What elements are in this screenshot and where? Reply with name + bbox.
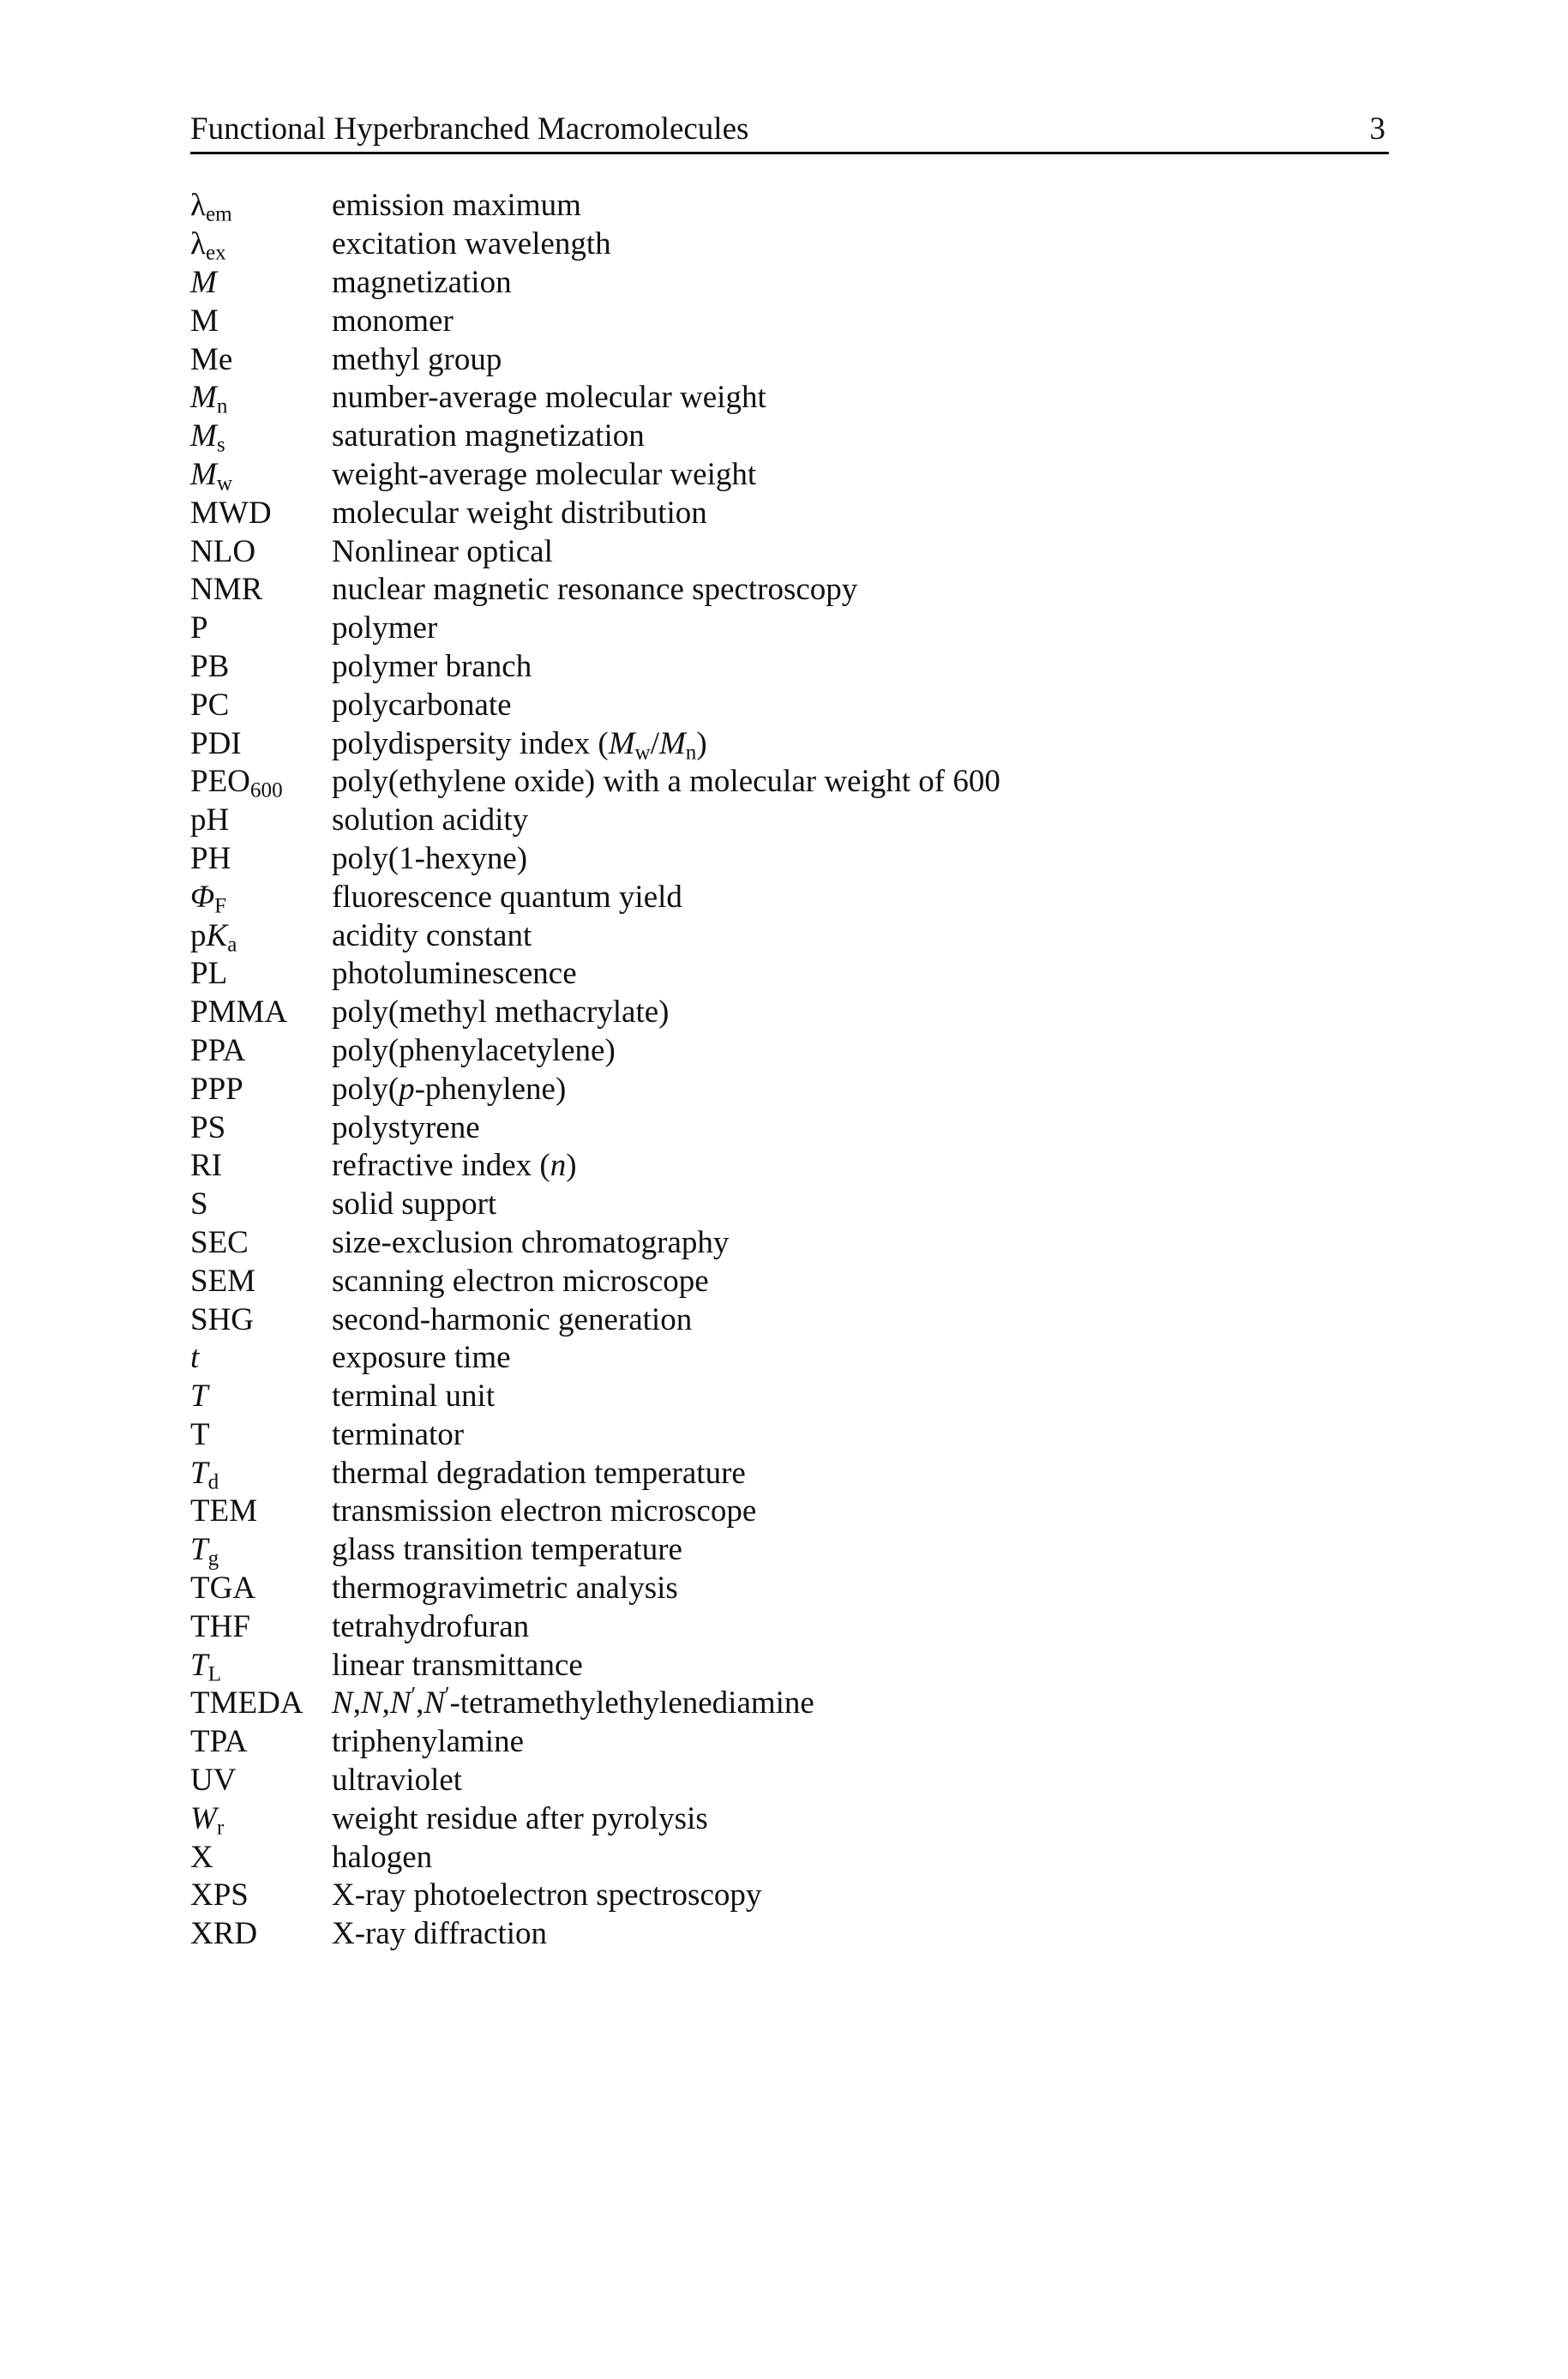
page-number: 3 [1369, 111, 1385, 147]
abbreviation-term [190, 1723, 332, 1761]
abbreviation-term [190, 725, 332, 763]
text-segment: halogen [332, 1839, 433, 1875]
text-segment: T [190, 1416, 210, 1452]
abbreviation-term [190, 840, 332, 878]
abbreviation-term [190, 1147, 332, 1185]
abbreviation-row [190, 1147, 1389, 1186]
text-segment: NMR [190, 572, 263, 608]
abbreviation-definition [332, 994, 1389, 1031]
abbreviation-term [190, 1416, 332, 1454]
abbreviation-row [190, 1762, 1389, 1800]
text-segment: TMEDA [190, 1685, 303, 1721]
text-segment: scanning electron microscope [332, 1263, 709, 1299]
abbreviation-term [190, 687, 332, 724]
abbreviation-term [190, 1378, 332, 1415]
text-segment: molecular weight distribution [332, 495, 707, 531]
abbreviation-list [190, 187, 1389, 1954]
text-segment: nuclear magnetic resonance spectroscopy [332, 572, 858, 608]
abbreviation-definition [332, 1109, 1389, 1147]
abbreviation-definition [332, 1416, 1389, 1454]
text-segment: N [389, 1685, 412, 1721]
text-segment: linear transmittance [332, 1647, 583, 1683]
abbreviation-row [190, 648, 1389, 687]
abbreviation-row [190, 494, 1389, 532]
text-segment: M [190, 418, 217, 454]
text-segment: p [190, 917, 207, 953]
text-segment: thermal degradation temperature [332, 1455, 746, 1491]
abbreviation-row [190, 571, 1389, 610]
text-segment: acidity constant [332, 917, 532, 953]
abbreviation-term [190, 1493, 332, 1530]
abbreviation-definition [332, 379, 1389, 417]
text-segment: refractive index ( [332, 1148, 550, 1184]
text-segment: n [685, 740, 697, 764]
text-segment: poly( [332, 1071, 400, 1107]
text-segment: XPS [190, 1877, 249, 1913]
text-segment: λ [190, 188, 206, 224]
abbreviation-definition [332, 1263, 1389, 1301]
abbreviation-definition [332, 1531, 1389, 1569]
abbreviation-row [190, 187, 1389, 225]
abbreviation-definition [332, 303, 1389, 340]
text-segment: terminator [332, 1416, 465, 1452]
abbreviation-term [190, 1071, 332, 1108]
abbreviation-row [190, 1416, 1389, 1455]
abbreviation-term [190, 1263, 332, 1301]
abbreviation-row [190, 1570, 1389, 1608]
text-segment: polymer [332, 610, 438, 646]
abbreviation-row [190, 916, 1389, 955]
text-segment: UV [190, 1763, 237, 1799]
text-segment: TGA [190, 1571, 256, 1607]
abbreviation-definition [332, 1608, 1389, 1646]
text-segment: solid support [332, 1186, 497, 1223]
text-segment: RI [190, 1148, 222, 1184]
abbreviation-row [190, 379, 1389, 418]
abbreviation-term [190, 879, 332, 916]
text-segment: n [216, 394, 228, 418]
text-segment: tetrahydrofuran [332, 1608, 530, 1644]
text-segment: pH [190, 802, 230, 838]
abbreviation-row [190, 1915, 1389, 1954]
text-segment: M [190, 264, 217, 300]
abbreviation-term [190, 1800, 332, 1838]
text-segment: ) [696, 725, 707, 761]
abbreviation-row [190, 456, 1389, 495]
text-segment: solution acidity [332, 802, 529, 838]
abbreviation-term [190, 1186, 332, 1223]
abbreviation-row [190, 955, 1389, 994]
text-segment: NLO [190, 533, 256, 569]
text-segment: weight-average molecular weight [332, 456, 757, 492]
abbreviation-term [190, 303, 332, 340]
abbreviation-definition [332, 456, 1389, 494]
abbreviation-definition [332, 955, 1389, 993]
abbreviation-definition [332, 1877, 1389, 1914]
abbreviation-term [190, 1301, 332, 1339]
abbreviation-definition [332, 1762, 1389, 1799]
text-segment: p [399, 1071, 415, 1107]
text-segment: PEO [190, 764, 250, 800]
abbreviation-term [190, 917, 332, 955]
abbreviation-definition [332, 1224, 1389, 1262]
text-segment: fluorescence quantum yield [332, 879, 682, 915]
text-segment: ultraviolet [332, 1763, 463, 1799]
abbreviation-definition [332, 725, 1389, 763]
abbreviation-definition [332, 1378, 1389, 1415]
abbreviation-term [190, 264, 332, 302]
text-segment: F [214, 894, 227, 918]
abbreviation-term [190, 1685, 332, 1722]
abbreviation-row [190, 1339, 1389, 1378]
abbreviation-definition [332, 1455, 1389, 1493]
text-segment: X-ray diffraction [332, 1916, 548, 1952]
text-segment: transmission electron microscope [332, 1493, 757, 1529]
text-segment: g [207, 1547, 219, 1571]
text-segment: r [216, 1816, 225, 1840]
abbreviation-row [190, 1646, 1389, 1685]
text-segment: Φ [190, 879, 215, 915]
text-segment: T [190, 1379, 208, 1415]
text-segment: poly(methyl methacrylate) [332, 994, 670, 1030]
text-segment: second-harmonic generation [332, 1301, 693, 1337]
text-segment: polymer branch [332, 648, 532, 684]
text-segment: Nonlinear optical [332, 533, 553, 569]
abbreviation-definition [332, 879, 1389, 916]
text-segment: SHG [190, 1301, 255, 1337]
abbreviation-definition [332, 1839, 1389, 1877]
abbreviation-definition [332, 1186, 1389, 1223]
abbreviation-row [190, 763, 1389, 802]
text-segment: MWD [190, 495, 272, 531]
abbreviation-row [190, 878, 1389, 916]
abbreviation-definition [332, 1647, 1389, 1685]
abbreviation-row [190, 1108, 1389, 1147]
text-segment: λ [190, 226, 206, 262]
abbreviation-definition [332, 264, 1389, 302]
text-segment: N [332, 1685, 353, 1721]
text-segment: polydispersity index ( [332, 725, 609, 761]
abbreviation-row [190, 1838, 1389, 1877]
abbreviation-definition [332, 687, 1389, 724]
text-segment: K [206, 917, 228, 953]
text-segment: XRD [190, 1916, 258, 1952]
abbreviation-term [190, 610, 332, 647]
abbreviation-row [190, 340, 1389, 379]
text-segment: T [190, 1647, 208, 1683]
abbreviation-term [190, 1224, 332, 1262]
text-segment: ′ [411, 1684, 417, 1708]
abbreviation-term [190, 379, 332, 417]
text-segment: triphenylamine [332, 1724, 524, 1760]
abbreviation-term [190, 1915, 332, 1953]
abbreviation-definition [332, 1032, 1389, 1070]
abbreviation-term [190, 648, 332, 686]
text-segment: M [658, 725, 686, 761]
abbreviation-term [190, 1032, 332, 1070]
text-segment: N [424, 1685, 446, 1721]
abbreviation-term [190, 571, 332, 609]
abbreviation-definition [332, 187, 1389, 225]
text-segment: d [207, 1469, 219, 1493]
abbreviation-definition [332, 225, 1389, 263]
text-segment: photoluminescence [332, 956, 577, 992]
abbreviation-definition [332, 917, 1389, 955]
abbreviation-definition [332, 1147, 1389, 1185]
abbreviation-definition [332, 610, 1389, 647]
abbreviation-row [190, 994, 1389, 1032]
text-segment: X-ray photoelectron spectroscopy [332, 1877, 762, 1913]
text-segment: emission maximum [332, 188, 581, 224]
abbreviation-row [190, 1224, 1389, 1263]
text-segment: M [190, 303, 219, 339]
abbreviation-definition [332, 1570, 1389, 1607]
abbreviation-definition [332, 571, 1389, 609]
abbreviation-definition [332, 1071, 1389, 1108]
text-segment: Me [190, 341, 233, 377]
abbreviation-term [190, 456, 332, 494]
abbreviation-term [190, 763, 332, 801]
abbreviation-term [190, 1762, 332, 1799]
text-segment: SEM [190, 1263, 256, 1299]
text-segment: ) [566, 1148, 577, 1184]
text-segment: size-exclusion chromatography [332, 1224, 730, 1260]
text-segment: 600 [249, 778, 283, 802]
text-segment: n [550, 1148, 567, 1184]
text-segment: s [216, 433, 225, 457]
text-segment: M [608, 725, 635, 761]
abbreviation-row [190, 1685, 1389, 1723]
text-segment: a [227, 932, 237, 956]
abbreviation-row [190, 1607, 1389, 1646]
abbreviation-term [190, 533, 332, 571]
abbreviation-row [190, 1301, 1389, 1339]
text-segment: T [190, 1455, 208, 1491]
text-segment: PS [190, 1109, 226, 1145]
abbreviation-definition [332, 1339, 1389, 1377]
abbreviation-row [190, 1877, 1389, 1915]
text-segment: / [650, 725, 659, 761]
text-segment: saturation magnetization [332, 418, 645, 454]
text-segment: w [216, 472, 232, 496]
abbreviation-row [190, 302, 1389, 340]
abbreviation-row [190, 1531, 1389, 1570]
abbreviation-row [190, 840, 1389, 879]
abbreviation-definition [332, 1301, 1389, 1339]
abbreviation-definition [332, 1493, 1389, 1530]
abbreviation-row [190, 418, 1389, 456]
text-segment: PL [190, 956, 228, 992]
text-segment: N [360, 1685, 382, 1721]
abbreviation-row [190, 264, 1389, 303]
abbreviation-definition [332, 1800, 1389, 1838]
abbreviation-row [190, 1032, 1389, 1071]
abbreviation-term [190, 1839, 332, 1877]
abbreviation-row [190, 724, 1389, 763]
text-segment: exposure time [332, 1340, 511, 1376]
text-segment: L [207, 1661, 221, 1685]
text-segment: terminal unit [332, 1379, 496, 1415]
running-title: Functional Hyperbranched Macromolecules [190, 111, 749, 147]
page-header [190, 107, 1389, 154]
text-segment: X [190, 1839, 213, 1875]
text-segment: TEM [190, 1493, 258, 1529]
abbreviation-definition [332, 418, 1389, 455]
text-segment: PPA [190, 1032, 246, 1068]
abbreviation-definition [332, 802, 1389, 839]
text-segment: poly(1-hexyne) [332, 840, 528, 876]
abbreviation-definition [332, 840, 1389, 878]
text-segment: W [190, 1800, 217, 1836]
text-segment: excitation wavelength [332, 226, 611, 262]
abbreviation-row [190, 1799, 1389, 1838]
abbreviation-term [190, 1455, 332, 1493]
abbreviation-row [190, 1454, 1389, 1493]
abbreviation-definition [332, 1915, 1389, 1953]
text-segment: TPA [190, 1724, 248, 1760]
text-segment: SEC [190, 1224, 249, 1260]
text-segment: w [634, 740, 651, 764]
abbreviation-definition [332, 1723, 1389, 1761]
abbreviation-term [190, 495, 332, 532]
text-segment: polycarbonate [332, 687, 512, 723]
abbreviation-term [190, 1531, 332, 1569]
text-segment: , [352, 1685, 361, 1721]
abbreviation-term [190, 1647, 332, 1685]
text-segment: ex [205, 241, 226, 265]
abbreviation-row [190, 1262, 1389, 1301]
text-segment: poly(phenylacetylene) [332, 1032, 616, 1068]
abbreviation-term [190, 1608, 332, 1646]
abbreviation-definition [332, 495, 1389, 532]
text-segment: M [190, 380, 217, 416]
abbreviation-row [190, 686, 1389, 724]
abbreviation-row [190, 1493, 1389, 1531]
abbreviation-term [190, 1339, 332, 1377]
abbreviation-row [190, 1070, 1389, 1108]
text-segment: ′ [445, 1684, 450, 1708]
abbreviation-term [190, 1109, 332, 1147]
abbreviation-term [190, 1570, 332, 1607]
abbreviation-row [190, 225, 1389, 264]
text-segment: PC [190, 687, 230, 723]
abbreviation-row [190, 532, 1389, 571]
text-segment: T [190, 1532, 208, 1568]
abbreviation-term [190, 418, 332, 455]
abbreviation-row [190, 1378, 1389, 1416]
text-segment: THF [190, 1608, 250, 1644]
abbreviation-row [190, 802, 1389, 840]
text-segment: polystyrene [332, 1109, 480, 1145]
text-segment: glass transition temperature [332, 1532, 682, 1568]
abbreviation-row [190, 1723, 1389, 1762]
text-segment: monomer [332, 303, 454, 339]
text-segment: P [190, 610, 208, 646]
text-segment: em [205, 202, 232, 226]
text-segment: PH [190, 840, 231, 876]
text-segment: -phenylene) [414, 1071, 567, 1107]
text-segment: methyl group [332, 341, 502, 377]
abbreviation-term [190, 802, 332, 839]
abbreviation-definition [332, 341, 1389, 379]
text-segment: thermogravimetric analysis [332, 1571, 678, 1607]
text-segment: PPP [190, 1071, 243, 1107]
abbreviation-definition [332, 1685, 1389, 1722]
abbreviation-term [190, 341, 332, 379]
text-segment: weight residue after pyrolysis [332, 1800, 708, 1836]
abbreviation-term [190, 225, 332, 263]
text-segment: PMMA [190, 994, 288, 1030]
text-segment: number-average molecular weight [332, 380, 766, 416]
abbreviation-row [190, 1186, 1389, 1224]
text-segment: M [190, 456, 217, 492]
text-segment: , [416, 1685, 424, 1721]
abbreviation-term [190, 994, 332, 1031]
abbreviation-term [190, 955, 332, 993]
abbreviation-definition [332, 533, 1389, 571]
abbreviation-definition [332, 763, 1389, 801]
abbreviation-term [190, 1877, 332, 1914]
abbreviation-definition [332, 648, 1389, 686]
text-segment: PDI [190, 725, 242, 761]
text-segment: -tetramethylethylenediamine [449, 1685, 814, 1721]
text-segment: S [190, 1186, 208, 1223]
text-segment: , [381, 1685, 390, 1721]
abbreviation-term [190, 187, 332, 225]
text-segment: poly(ethylene oxide) with a molecular weight of 600 [332, 764, 1000, 800]
abbreviation-row [190, 610, 1389, 648]
text-segment: magnetization [332, 264, 512, 300]
text-segment: t [190, 1340, 200, 1376]
text-segment: PB [190, 648, 230, 684]
